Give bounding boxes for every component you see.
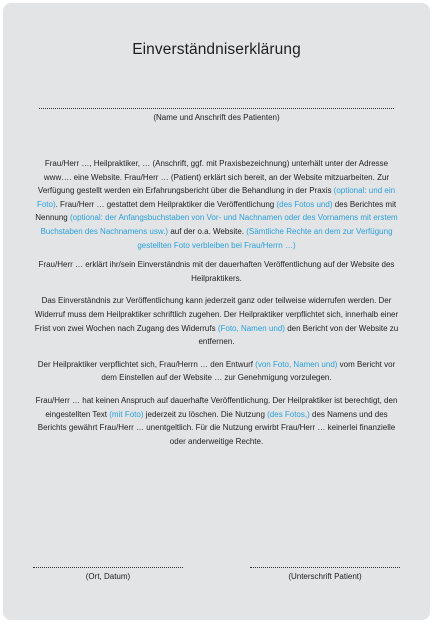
consent-form-sheet — [3, 3, 430, 620]
document-body — [33, 157, 400, 448]
signature-area — [33, 567, 400, 581]
body-text: Frau/Herr … erklärt ihr/sein Einverständnis mit der dauerhaften Veröffentlichung auf der Website des Heilpraktikers. — [38, 260, 395, 283]
body-text: vom Bericht vor dem Einstellen auf der Website … zur Genehmigung vorzulegen. — [101, 359, 396, 383]
place-date-block — [33, 567, 183, 581]
body-text: Frau/Herr …, Heilpraktiker, … (Anschrift, ggf. mit Praxisbezeichnung) unterhält unter der Adresse www…. eine Website. Frau/Herr … (Patient) erklärt sich bereit, an der Website mitzuarbeiten. Zur Verfügung gestellt werden ein Erfahrungsbericht über die Behandlung in der Praxis — [37, 159, 390, 196]
patient-name-address-line — [39, 108, 394, 109]
body-text: Das Einverständnis zur Veröffentlichung kann jederzeit ganz oder teilweise widerrufen werden. Der Widerruf muss dem Heilpraktiker schriftlich zugehen. Der Heilpraktiker verpflichtet sich, innerhalb einer Frist von zwei Wochen nach Zugang des Widerrufs — [34, 296, 399, 333]
optional-text: (optional: und ein Foto) — [36, 186, 396, 209]
paragraph-revocation — [33, 294, 400, 348]
optional-text: (optional: der Anfangsbuchstaben von Vor- und Nachnamen oder des Vornamens mit erstem Buchstaben des Nachnamens usw.) — [40, 213, 398, 236]
body-text: des Berichtes mit Nennung — [35, 199, 397, 223]
paragraph-consent — [33, 258, 400, 285]
patient-signature-line — [250, 567, 400, 568]
patient-signature-block — [250, 567, 400, 581]
paragraph-no-claim — [33, 394, 400, 448]
optional-text: (von Foto, Namen und) — [255, 359, 338, 369]
optional-text: (des Fotos und) — [276, 199, 333, 209]
optional-text: (mit Foto) — [109, 409, 144, 419]
body-text: jederzeit zu löschen. Die Nutzung — [143, 409, 268, 419]
body-text: auf der o.a. Website. — [168, 226, 247, 236]
document-title: Einverständniserklärung — [132, 41, 301, 58]
place-date-line — [33, 567, 183, 568]
patient-name-caption: (Name und Anschrift des Patienten) — [153, 113, 280, 122]
optional-text: (Foto, Namen und) — [217, 323, 285, 333]
patient-signature-label: (Unterschrift Patient) — [288, 572, 362, 581]
body-text: . Frau/Herr … gestattet dem Heilpraktiker die Veröffentlichung — [55, 199, 277, 209]
body-text: Der Heilpraktiker verpflichtet sich, Frau/Herrn … den Entwurf — [37, 359, 256, 369]
body-text: Frau/Herr … hat keinen Anspruch auf dauerhafte Veröffentlichung. Der Heilpraktiker ist berechtigt, den eingestellten Text — [35, 395, 398, 419]
body-text: des Namens und des Berichts gewährt Frau/Herr … unentgeltlich. Für die Nutzung erwirbt Frau/Herr … keinerlei finanzielle oder anderweitige Rechte. — [37, 409, 396, 446]
paragraph-draft — [33, 358, 400, 385]
body-text: den Bericht von der Website zu entfernen. — [198, 323, 399, 347]
paragraph-intro — [33, 157, 400, 252]
optional-text: (Sämtliche Rechte an dem zur Verfügung gestellten Foto verbleiben bei Frau/Herrn …) — [137, 226, 393, 250]
place-date-label: (Ort, Datum) — [85, 572, 131, 581]
optional-text: (des Fotos,) — [267, 409, 310, 419]
